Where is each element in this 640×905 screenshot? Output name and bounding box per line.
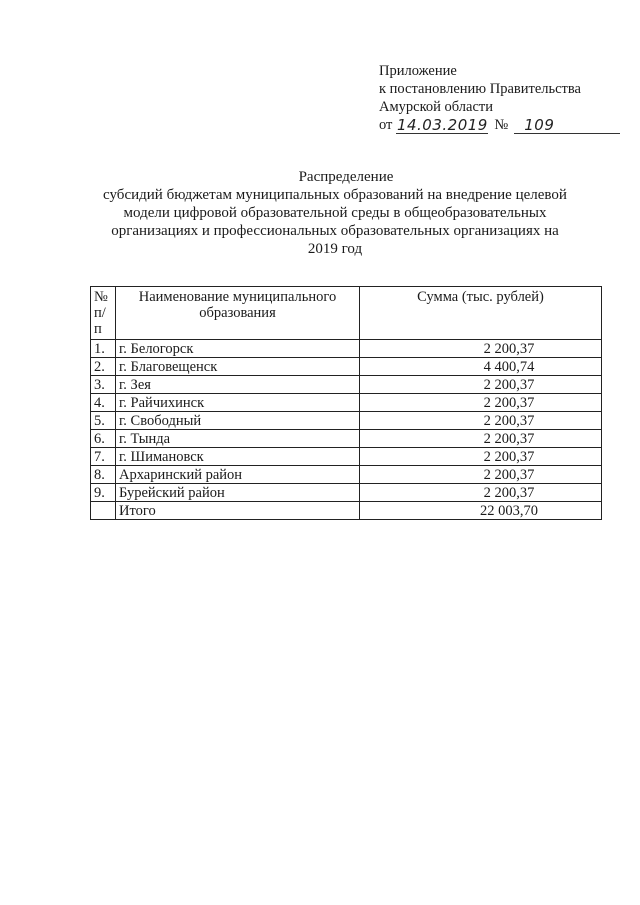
row-name: Бурейский район [116, 484, 360, 502]
decree-reference [379, 116, 620, 134]
table-row [91, 358, 602, 376]
row-number: 7. [91, 448, 116, 466]
total-number [91, 502, 116, 520]
row-number: 8. [91, 466, 116, 484]
total-sum: 22 003,70 [360, 502, 602, 520]
document-title [100, 168, 570, 258]
title-heading: Распределение [298, 169, 394, 185]
table-row [91, 484, 602, 502]
row-sum: 4 400,74 [360, 358, 602, 376]
table-row [91, 430, 602, 448]
number-sign: № [494, 117, 509, 133]
header-name: Наименование муниципального образования [116, 287, 360, 340]
row-name: г. Зея [116, 376, 360, 394]
table-row [91, 340, 602, 358]
row-name: г. Благовещенск [116, 358, 360, 376]
handwritten-date: 14.03.2019 [396, 116, 488, 134]
table-row [91, 394, 602, 412]
total-row [91, 502, 602, 520]
distribution-table [90, 286, 602, 520]
table-row [91, 466, 602, 484]
table-header-row [91, 287, 602, 340]
row-sum: 2 200,37 [360, 430, 602, 448]
row-sum: 2 200,37 [360, 394, 602, 412]
row-number: 1. [91, 340, 116, 358]
appendix-block [379, 62, 620, 134]
title-body: субсидий бюджетам муниципальных образований на внедрение целевой модели цифровой образовательной среды в общеобразовательных организациях и профессиональных образовательных организациях на 2019 год [103, 187, 567, 257]
row-number: 4. [91, 394, 116, 412]
header-number: № п/п [91, 287, 116, 340]
from-label: от [379, 117, 393, 133]
row-sum: 2 200,37 [360, 340, 602, 358]
row-name: Архаринский район [116, 466, 360, 484]
row-number: 6. [91, 430, 116, 448]
row-sum: 2 200,37 [360, 448, 602, 466]
scan-mark [466, 520, 469, 523]
row-sum: 2 200,37 [360, 376, 602, 394]
table-row [91, 448, 602, 466]
row-name: г. Свободный [116, 412, 360, 430]
row-number: 3. [91, 376, 116, 394]
header-sum: Сумма (тыс. рублей) [360, 287, 602, 340]
row-name: г. Тында [116, 430, 360, 448]
row-number: 2. [91, 358, 116, 376]
row-name: г. Белогорск [116, 340, 360, 358]
row-name: г. Райчихинск [116, 394, 360, 412]
row-sum: 2 200,37 [360, 484, 602, 502]
appendix-label: Приложение [379, 63, 457, 79]
row-sum: 2 200,37 [360, 412, 602, 430]
row-number: 9. [91, 484, 116, 502]
appendix-region: Амурской области [379, 99, 493, 115]
row-sum: 2 200,37 [360, 466, 602, 484]
row-name: г. Шимановск [116, 448, 360, 466]
row-number: 5. [91, 412, 116, 430]
table-row [91, 412, 602, 430]
total-label: Итого [116, 502, 360, 520]
table-row [91, 376, 602, 394]
appendix-decree: к постановлению Правительства [379, 81, 581, 97]
handwritten-number: 109 [514, 117, 620, 134]
